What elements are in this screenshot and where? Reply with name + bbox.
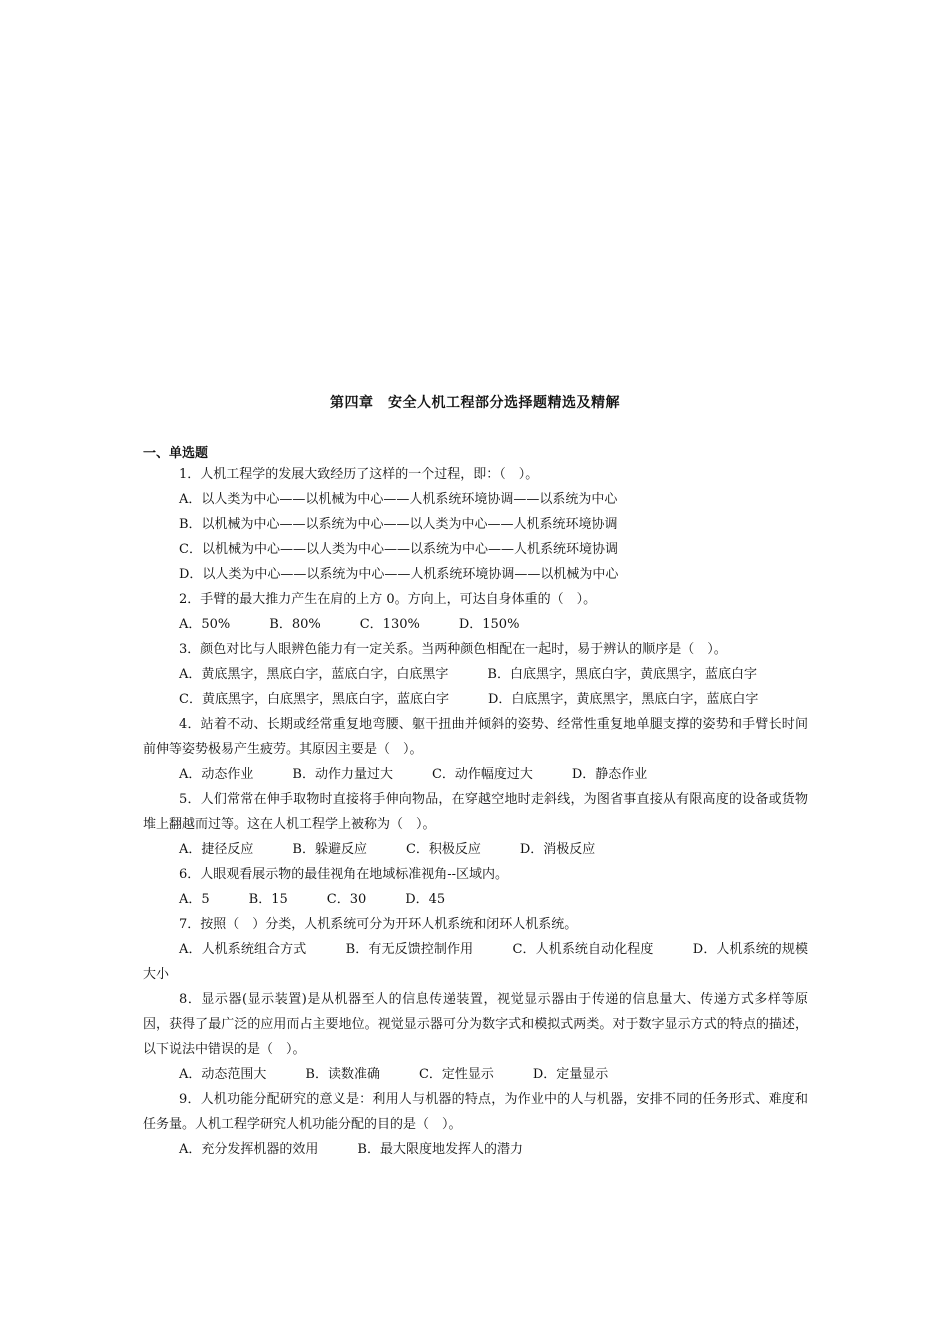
question-8: 8．显示器(显示装置)是从机器至人的信息传递装置，视觉显示器由于传递的信息量大、传递方式多样等原因，获得了最广泛的应用而占主要地位。视觉显示器可分为数字式和模拟式两类。对于数字显示方式的特点的描述，以下说法中错误的是（ ）。 [143, 992, 808, 1057]
option-line: B．以机械为中心——以系统为中心——以人类为中心——人机系统环境协调 [179, 517, 618, 532]
option-line: A．50% B．80% C．130% D．150% [179, 617, 520, 632]
option-line: C．黄底黑字，白底黑字，黑底白字，蓝底白字 D．白底黑字，黄底黑字，黑底白字，蓝底白字 [179, 692, 759, 707]
question-list [143, 462, 808, 1162]
question-5: 5．人们常常在伸手取物时直接将手伸向物品，在穿越空地时走斜线，为图省事直接从有限高度的设备或货物堆上翻越而过等。这在人机工程学上被称为（ ）。 [143, 792, 808, 832]
question-7: 7．按照（ ）分类，人机系统可分为开环人机系统和闭环人机系统。 [179, 917, 578, 932]
question-2: 2．手臂的最大推力产生在肩的上方 0。方向上，可达自身体重的（ ）。 [179, 592, 597, 607]
question-9: 9．人机功能分配研究的意义是：利用人与机器的特点，为作业中的人与机器，安排不同的任务形式、难度和任务量。人机工程学研究人机功能分配的目的是（ ）。 [143, 1092, 808, 1132]
chapter-title: 第四章 安全人机工程部分选择题精选及精解 [330, 395, 620, 411]
question-1: 1．人机工程学的发展大致经历了这样的一个过程，即：（ ）。 [179, 467, 539, 482]
question-3: 3．颜色对比与人眼辨色能力有一定关系。当两种颜色相配在一起时，易于辨认的顺序是（ ）。 [179, 642, 727, 657]
option-line: A．捷径反应 B．躲避反应 C．积极反应 D．消极反应 [179, 842, 596, 857]
option-line: A．以人类为中心——以机械为中心——人机系统环境协调——以系统为中心 [179, 492, 618, 507]
option-line: A．充分发挥机器的效用 B．最大限度地发挥人的潜力 [179, 1142, 523, 1157]
option-line: A．人机系统组合方式 B．有无反馈控制作用 C．人机系统自动化程度 D．人机系统的规模大小 [143, 942, 808, 982]
question-6: 6．人眼观看展示物的最佳视角在地域标准视角--区域内。 [179, 867, 509, 882]
section-heading: 一、单选题 [143, 446, 209, 461]
option-line: A．动态范围大 B．读数准确 C．定性显示 D．定量显示 [179, 1067, 609, 1082]
option-line: A．动态作业 B．动作力量过大 C．动作幅度过大 D．静态作业 [179, 767, 648, 782]
option-line: A．黄底黑字，黑底白字，蓝底白字，白底黑字 B．白底黑字，黑底白字，黄底黑字，蓝底白字 [179, 667, 757, 682]
option-line: D．以人类为中心——以系统为中心——人机系统环境协调——以机械为中心 [179, 567, 619, 582]
option-line: A．5 B．15 C．30 D．45 [179, 892, 446, 907]
question-4: 4．站着不动、长期或经常重复地弯腰、躯干扭曲并倾斜的姿势、经常性重复地单腿支撑的姿势和手臂长时间前伸等姿势极易产生疲劳。其原因主要是（ ）。 [143, 717, 808, 757]
option-line: C．以机械为中心——以人类为中心——以系统为中心——人机系统环境协调 [179, 542, 618, 557]
